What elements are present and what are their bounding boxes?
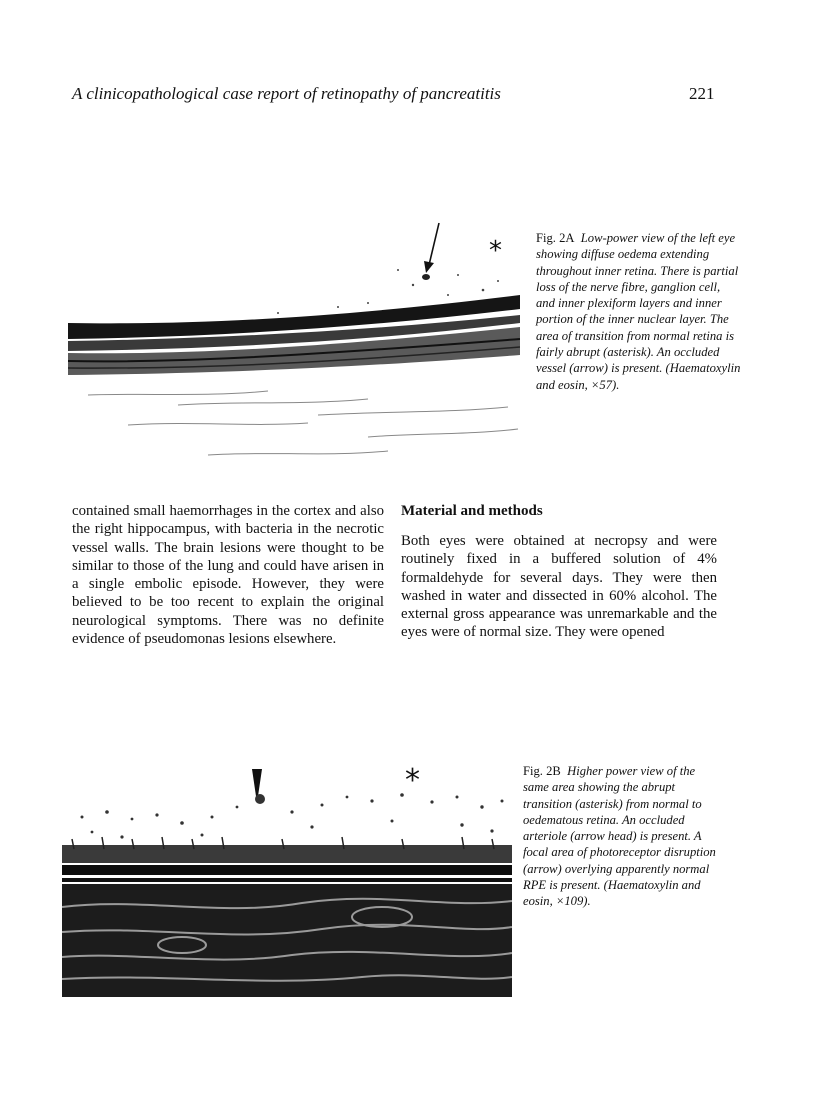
figure-2b-caption-text: Higher power view of the same area showing the abrupt transition (asterisk) from normal to oedematous retina. An occluded arteriole (arrow head) is present. A focal area of photoreceptor disruption (arrow) overlying apparently normal RPE is present. (Haematoxylin and eosin, ×109). <box>523 764 716 909</box>
figure-2a-caption <box>536 230 742 393</box>
occluded-arteriole <box>255 794 265 804</box>
figure-2b-asterisk: * <box>405 763 420 798</box>
occluded-vessel <box>422 274 430 280</box>
running-header: A clinicopathological case report of retinopathy of pancreatitis <box>72 84 501 103</box>
figure-2a-asterisk: * <box>489 236 502 266</box>
rpe-layer <box>62 865 512 875</box>
figure-2a-label: Fig. 2A <box>536 231 575 245</box>
page-number: 221 <box>689 84 715 103</box>
figure-2b-caption <box>523 763 723 910</box>
right-column-paragraph: Both eyes were obtained at necropsy and were routinely fixed in a buffered solution of 4% formaldehyde for several days. They were then washed in water and dissected in 60% alcohol. The external gross appearance was unremarkable and the eyes were of normal size. They were opened <box>401 533 717 641</box>
section-heading: Material and methods <box>401 503 543 519</box>
figure-2b-micrograph <box>62 757 512 997</box>
left-column-paragraph: contained small haemorrhages in the cortex and also the right hippocampus, with bacteria in the necrotic vessel walls. The brain lesions were thought to be similar to those of the lung and could have arisen in a single embolic episode. However, they were believed to be too recent to explain the original neurological symptoms. There was no definite evidence of pseudomonas lesions elsewhere. <box>72 503 384 648</box>
photoreceptor-layer <box>62 845 512 863</box>
figure-2b-label: Fig. 2B <box>523 764 561 778</box>
figure-2a-micrograph <box>68 215 520 490</box>
figure-2a-caption-text: Low-power view of the left eye showing diffuse oedema extending throughout inner retina. There is partial loss of the nerve fibre, ganglion cell, and inner plexiform layers and inner portion of the inner nuclear layer. The area of transition from normal retina is fairly abrupt (asterisk). An occluded vessel (arrow) is present. (Haematoxylin and eosin, ×57). <box>536 231 741 392</box>
